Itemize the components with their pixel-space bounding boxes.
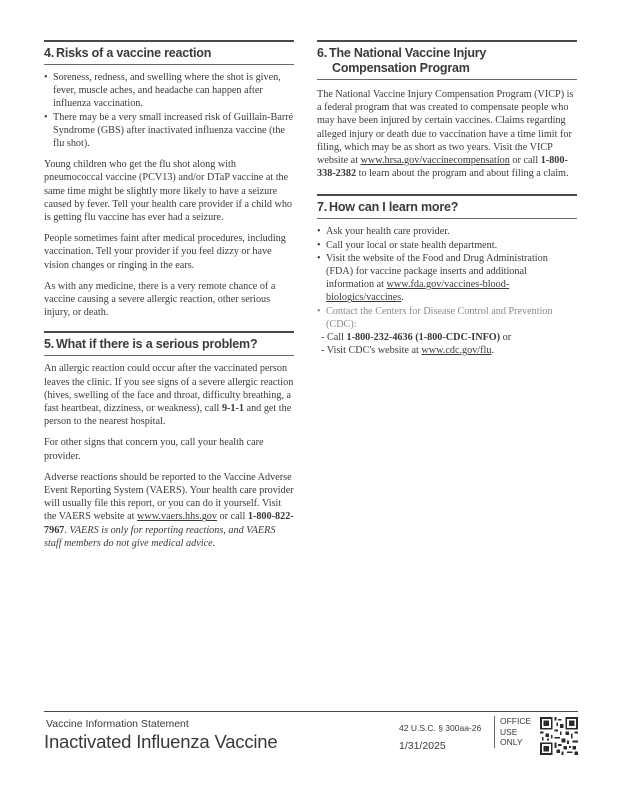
section-4-bullet-1: • Soreness, redness, and swelling where the shot is given, fever, muscle aches, and headache can happen after influenza vaccination. [44, 71, 294, 111]
office-line: USE [500, 726, 518, 737]
right-column [317, 40, 577, 357]
section-7-bullets [317, 225, 577, 331]
text: . [491, 345, 494, 357]
left-column [44, 40, 294, 558]
vis-label: Vaccine Information Statement [46, 718, 189, 730]
section-6-heading [317, 40, 577, 80]
text: Visit the website of the Food and Drug Administration (FDA) for vaccine package inserts and additional information at [326, 252, 548, 291]
cdc-phone: 1-800-232-4636 (1-800-CDC-INFO) [346, 332, 501, 344]
cdc-contact-options [317, 331, 577, 357]
text: or call [509, 155, 541, 167]
emergency-number: 9-1-1 [221, 403, 245, 415]
edition-date: 1/31/2025 [399, 740, 446, 752]
section-4-title: Risks of a vaccine reaction [56, 46, 212, 60]
office-use-box [494, 716, 542, 748]
section-7-bullet-4: • Contact the Centers for Disease Control and Prevention (CDC): [317, 305, 577, 331]
section-4-bullets [44, 71, 294, 150]
section-5-paragraph-3 [44, 471, 294, 550]
section-4-number: 4. [44, 46, 55, 60]
office-line: ONLY [500, 737, 523, 747]
fda-link[interactable]: www.fda.gov/vaccines-blood-biologics/vaccines [326, 279, 510, 304]
cdc-phone-option [321, 331, 577, 344]
text: Adverse reactions should be reported to the Vaccine Adverse Event Reporting System (VAERS). Your health care provider will usually file this report, or you can do it yourself. Visit the VAERS website at [44, 471, 294, 523]
section-7-heading [317, 194, 577, 219]
section-7-bullet-1: • Ask your health care provider. [317, 225, 577, 238]
section-4-paragraph-1: Young children who get the flu shot along with pneumococcal vaccine (PCV13) and/or DTaP vaccine at the same time might be slightly more likely to have a seizure caused by fever. Tell your health care provider if a child who is getting flu vaccine has ever had a seizure. [44, 159, 293, 224]
section-6-title-line-2: Compensation Program [332, 61, 470, 75]
text: . [401, 292, 404, 304]
text: and get the person to the nearest hospital. [44, 403, 292, 428]
footer [44, 711, 578, 760]
vaers-link[interactable]: www.vaers.hhs.gov [137, 511, 217, 523]
cdc-link[interactable]: www.cdc.gov/flu [421, 345, 492, 357]
section-7-number: 7. [317, 200, 328, 215]
section-5-title: What if there is a serious problem? [56, 337, 258, 352]
section-6-paragraph [317, 88, 577, 180]
cdc-web-option [321, 344, 577, 357]
vicp-link[interactable]: www.hrsa.gov/vaccinecompensation [360, 155, 510, 167]
vaers-note: VAERS is only for reporting reactions, and VAERS staff members do not give medical advice. [44, 524, 276, 549]
vaccine-name: Inactivated Influenza Vaccine [44, 731, 278, 752]
office-line: OFFICE [500, 716, 532, 726]
text: Visit CDC's website at [326, 345, 422, 357]
text: An allergic reaction could occur after the vaccinated person leaves the clinic. If you see signs of a severe allergic reaction (hives, swelling of the face and throat, difficulty breathing, a fast heartbeat, dizziness, or weakness), call [44, 363, 294, 415]
section-4-bullet-2: • There may be a very small increased risk of Guillain-Barré Syndrome (GBS) after inactivated influenza vaccine (the flu shot). [44, 111, 294, 151]
usc-citation: 42 U.S.C. § 300aa-26 [399, 723, 482, 733]
text: Call [326, 332, 347, 344]
text: to learn about the program and about filing a claim. [356, 168, 569, 180]
section-4-paragraph-3: As with any medicine, there is a very remote chance of a vaccine causing a severe allergic reaction, other serious injury, or death. [44, 280, 276, 319]
section-4-paragraph-2: People sometimes faint after medical procedures, including vaccination. Tell your provider if you feel dizzy or have vision changes or ringing in the ears. [44, 233, 286, 271]
qr-code-icon [540, 717, 578, 755]
section-6-title-line-1: The National Vaccine Injury [329, 46, 487, 60]
section-5-number: 5. [44, 337, 55, 352]
section-5-heading [44, 331, 294, 356]
section-5-paragraph-1 [44, 362, 294, 428]
text: or call [217, 511, 248, 523]
text: or [500, 332, 512, 344]
vaers-phone: 1-800-822-7967 [44, 511, 294, 536]
vicp-phone: 1-800-338-2382 [317, 155, 568, 180]
section-4-heading [44, 40, 294, 65]
text: The National Vaccine Injury Compensation Program (VICP) is a federal program that was created to compensate people who may have been injured by certain vaccines. Claims regarding alleged injury or death due to vaccination have a time limit for filing, which may be as short as two years. Visit the VICP website at [317, 89, 574, 167]
section-7-title: How can I learn more? [329, 200, 459, 215]
section-7-bullet-3 [317, 252, 577, 305]
text: . [64, 524, 70, 536]
section-5-paragraph-2: For other signs that concern you, call your health care provider. [44, 437, 264, 462]
section-6-number: 6. [317, 46, 328, 60]
section-7-bullet-2: • Call your local or state health department. [317, 239, 577, 252]
